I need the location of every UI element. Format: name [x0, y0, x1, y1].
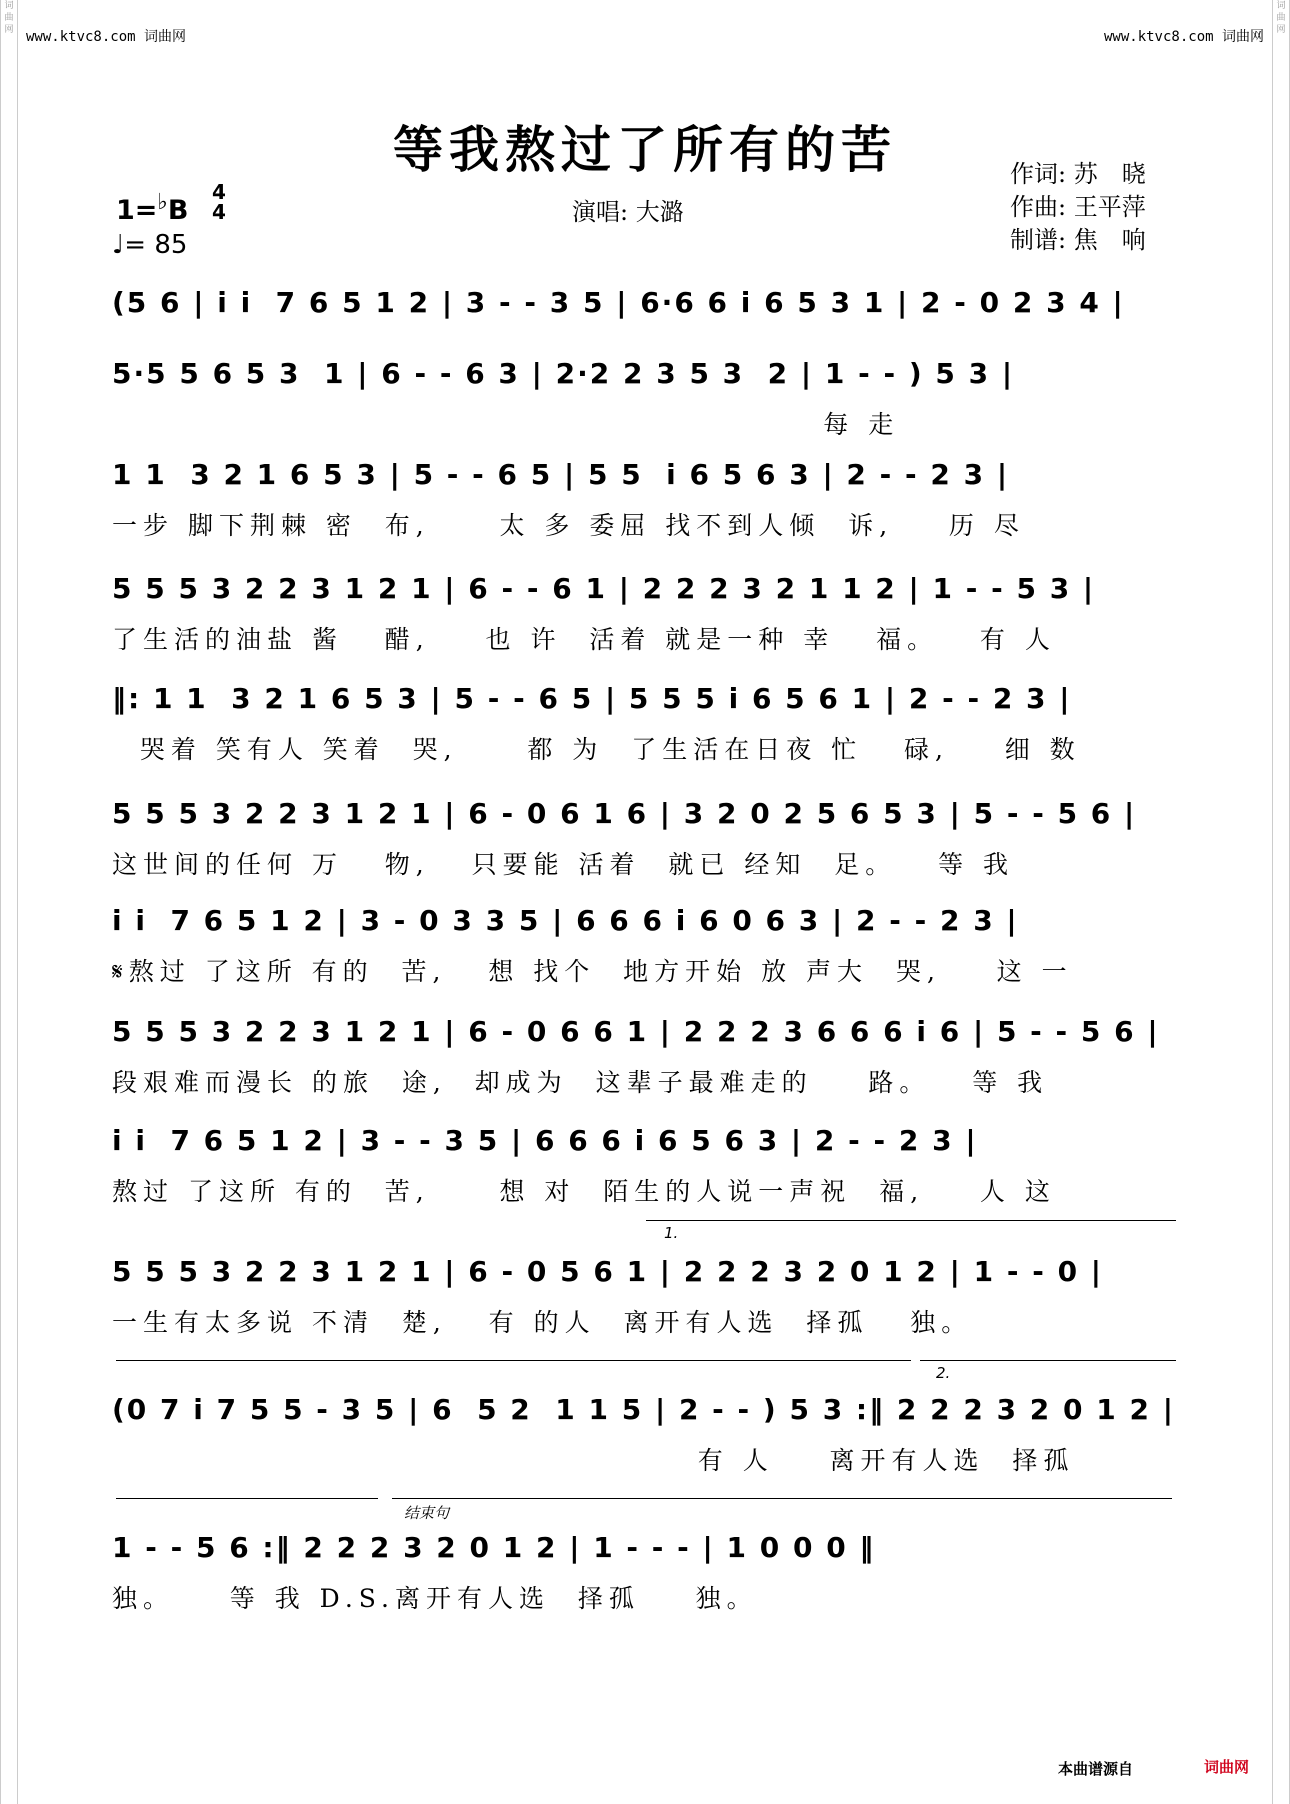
- tempo-mark: ♩= 85: [112, 230, 188, 260]
- arranger-credit: 制谱: 焦 响: [1010, 226, 1146, 254]
- lyric-line: 一生有太多说 不清 楚, 有 的人 离开有人选 择孤 独。: [112, 1308, 973, 1337]
- volta-line-second-end: [116, 1498, 378, 1499]
- key-signature: [116, 190, 188, 226]
- volta-line-first-repeat: [116, 1360, 911, 1361]
- credits-block: [1010, 158, 1146, 257]
- music-line: (0 7 i 7 5 5 - 3 5 | 6 5 2 1 1 5 | 2 - - ) 5 3 :‖ 2 2 2 3 2 0 1 2 |: [112, 1393, 1175, 1426]
- music-line: i i 7 6 5 1 2 | 3 - - 3 5 | 6 6 6 i 6 5 6 3 | 2 - - 2 3 |: [112, 1124, 978, 1157]
- lyric-line: 这世间的任何 万 物, 只要能 活着 就已 经知 足。 等 我: [112, 850, 1015, 879]
- music-line: 5·5 5 6 5 3 1 | 6 - - 6 3 | 2·2 2 3 5 3 2 | 1 - - ) 5 3 |: [112, 357, 1015, 390]
- volta-label-ending: 结束句: [404, 1504, 450, 1522]
- music-line: 1 - - 5 6 :‖ 2 2 2 3 2 0 1 2 | 1 - - - | 1 0 0 0 ‖: [112, 1531, 876, 1564]
- composer-credit: 作曲: 王平萍: [1010, 193, 1146, 221]
- singer-credit: 演唱: 大潞: [572, 198, 684, 226]
- lyric-line: 熬过 了这所 有的 苦, 想 对 陌生的人说一声祝 福, 人 这: [112, 1177, 1056, 1206]
- time-bottom: 4: [212, 200, 226, 224]
- music-line: ‖: 1 1 3 2 1 6 5 3 | 5 - - 6 5 | 5 5 5 i 6 5 6 1 | 2 - - 2 3 |: [112, 682, 1072, 715]
- lyric-line: 哭着 笑有人 笑着 哭, 都 为 了生活在日夜 忙 碌, 细 数: [112, 735, 1081, 764]
- footer-logo: 词曲网: [1204, 1758, 1250, 1776]
- watermark-left: www.ktvc8.com 词曲网: [26, 29, 187, 45]
- lyric-line: 了生活的油盐 酱 醋, 也 许 活着 就是一种 幸 福。 有 人: [112, 625, 1056, 654]
- side-text: 词曲网: [1276, 1, 1286, 35]
- side-text: 词曲网: [4, 1, 14, 35]
- left-watermark-strip: [0, 0, 18, 1804]
- time-top: 4: [212, 180, 226, 204]
- lyric-line: 一步 脚下荆棘 密 布, 太 多 委屈 找不到人倾 诉, 历 尽: [112, 511, 1025, 540]
- music-line: 5 5 5 3 2 2 3 1 2 1 | 6 - 0 5 6 1 | 2 2 2 3 2 0 1 2 | 1 - - 0 |: [112, 1255, 1104, 1288]
- volta-line-second: [920, 1360, 1176, 1361]
- footer-source: 本曲谱源自: [1058, 1760, 1134, 1778]
- music-line: 5 5 5 3 2 2 3 1 2 1 | 6 - 0 6 6 1 | 2 2 2 3 6 6 6 i 6 | 5 - - 5 6 |: [112, 1015, 1160, 1048]
- song-title: 等我熬过了所有的苦: [393, 120, 897, 179]
- music-line: 1 1 3 2 1 6 5 3 | 5 - - 6 5 | 5 5 i 6 5 6 3 | 2 - - 2 3 |: [112, 458, 1010, 491]
- lyric-line: 段艰难而漫长 的旅 途, 却成为 这辈子最难走的 路。 等 我: [112, 1068, 1049, 1097]
- volta-label-first: 1.: [664, 1224, 679, 1242]
- lyric-line: 独。 等 我 D.S.离开有人选 择孤 独。: [112, 1584, 758, 1613]
- music-line: 5 5 5 3 2 2 3 1 2 1 | 6 - - 6 1 | 2 2 2 3 2 1 1 2 | 1 - - 5 3 |: [112, 572, 1096, 605]
- volta-line-ending: [392, 1498, 1172, 1499]
- volta-label-second: 2.: [936, 1364, 951, 1382]
- time-signature: [212, 182, 226, 222]
- lyric-line: 𝄋熬过 了这所 有的 苦, 想 找个 地方开始 放 声大 哭, 这 一: [112, 957, 1073, 986]
- watermark-right: www.ktvc8.com 词曲网: [1103, 29, 1264, 45]
- music-line: i i 7 6 5 1 2 | 3 - 0 3 3 5 | 6 6 6 i 6 0 6 3 | 2 - - 2 3 |: [112, 904, 1019, 937]
- key-prefix: 1=: [116, 195, 158, 226]
- volta-line-first: [646, 1220, 1176, 1221]
- music-line: (5 6 | i i 7 6 5 1 2 | 3 - - 3 5 | 6·6 6 i 6 5 3 1 | 2 - 0 2 3 4 |: [112, 286, 1125, 319]
- lyric-line: 每 走: [112, 410, 900, 439]
- right-watermark-strip: [1272, 0, 1290, 1804]
- key-note: B: [167, 195, 189, 226]
- flat-sign: ♭: [157, 190, 168, 215]
- music-line: 5 5 5 3 2 2 3 1 2 1 | 6 - 0 6 1 6 | 3 2 0 2 5 6 5 3 | 5 - - 5 6 |: [112, 797, 1137, 830]
- lyricist-credit: 作词: 苏 晓: [1010, 160, 1146, 188]
- lyric-line: 有 人 离开有人选 择孤: [112, 1446, 1075, 1475]
